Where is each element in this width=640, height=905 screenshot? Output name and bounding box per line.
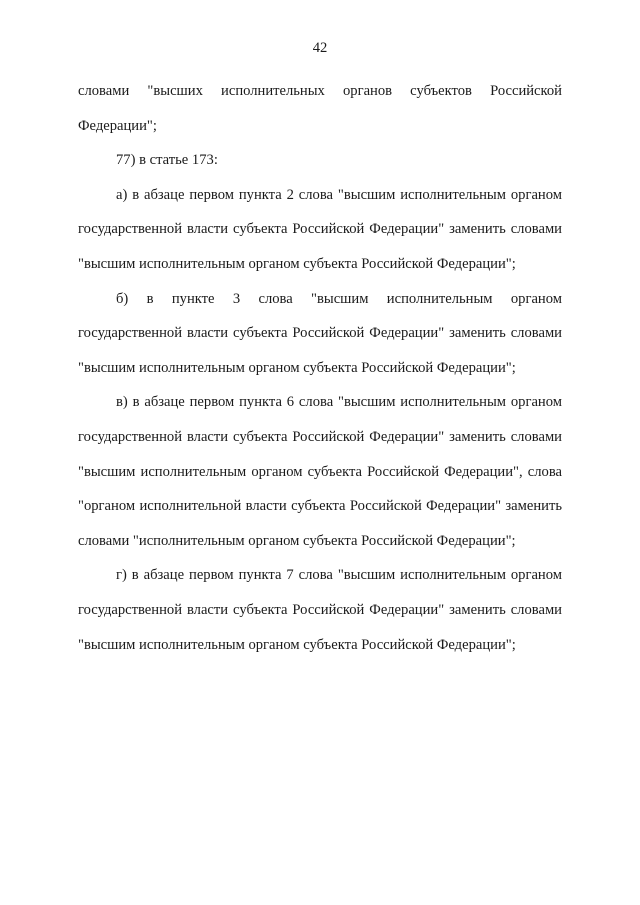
page-number: 42 <box>312 40 328 56</box>
paragraph-subitem-v: в) в абзаце первом пункта 6 слова "высшим исполнительным органом государственной власти субъекта Российской Федерации" заменить словами "высшим исполнительным органом субъекта Российской Федерации", слова "органом исполнительной власти субъекта Российской Федерации" заменить словами "исполнительным органом субъекта Российской Федерации"; <box>78 394 562 549</box>
paragraph-subitem-b: б) в пункте 3 слова "высшим исполнительным органом государственной власти субъекта Российской Федерации" заменить словами "высшим исполнительным органом субъекта Российской Федерации"; <box>78 290 562 376</box>
paragraph-subitem-a: а) в абзаце первом пункта 2 слова "высшим исполнительным органом государственной власти субъекта Российской Федерации" заменить словами "высшим исполнительным органом субъекта Российской Федерации"; <box>78 186 562 272</box>
paragraph-item-77: 77) в статье 173: <box>116 152 218 169</box>
paragraph-subitem-g: г) в абзаце первом пункта 7 слова "высшим исполнительным органом государственной власти субъекта Российской Федерации" заменить словами "высшим исполнительным органом субъекта Российской Федерации"; <box>78 567 562 653</box>
paragraph-continuation: словами "высших исполнительных органов субъектов Российской Федерации"; <box>78 83 562 134</box>
document-body <box>78 74 562 662</box>
